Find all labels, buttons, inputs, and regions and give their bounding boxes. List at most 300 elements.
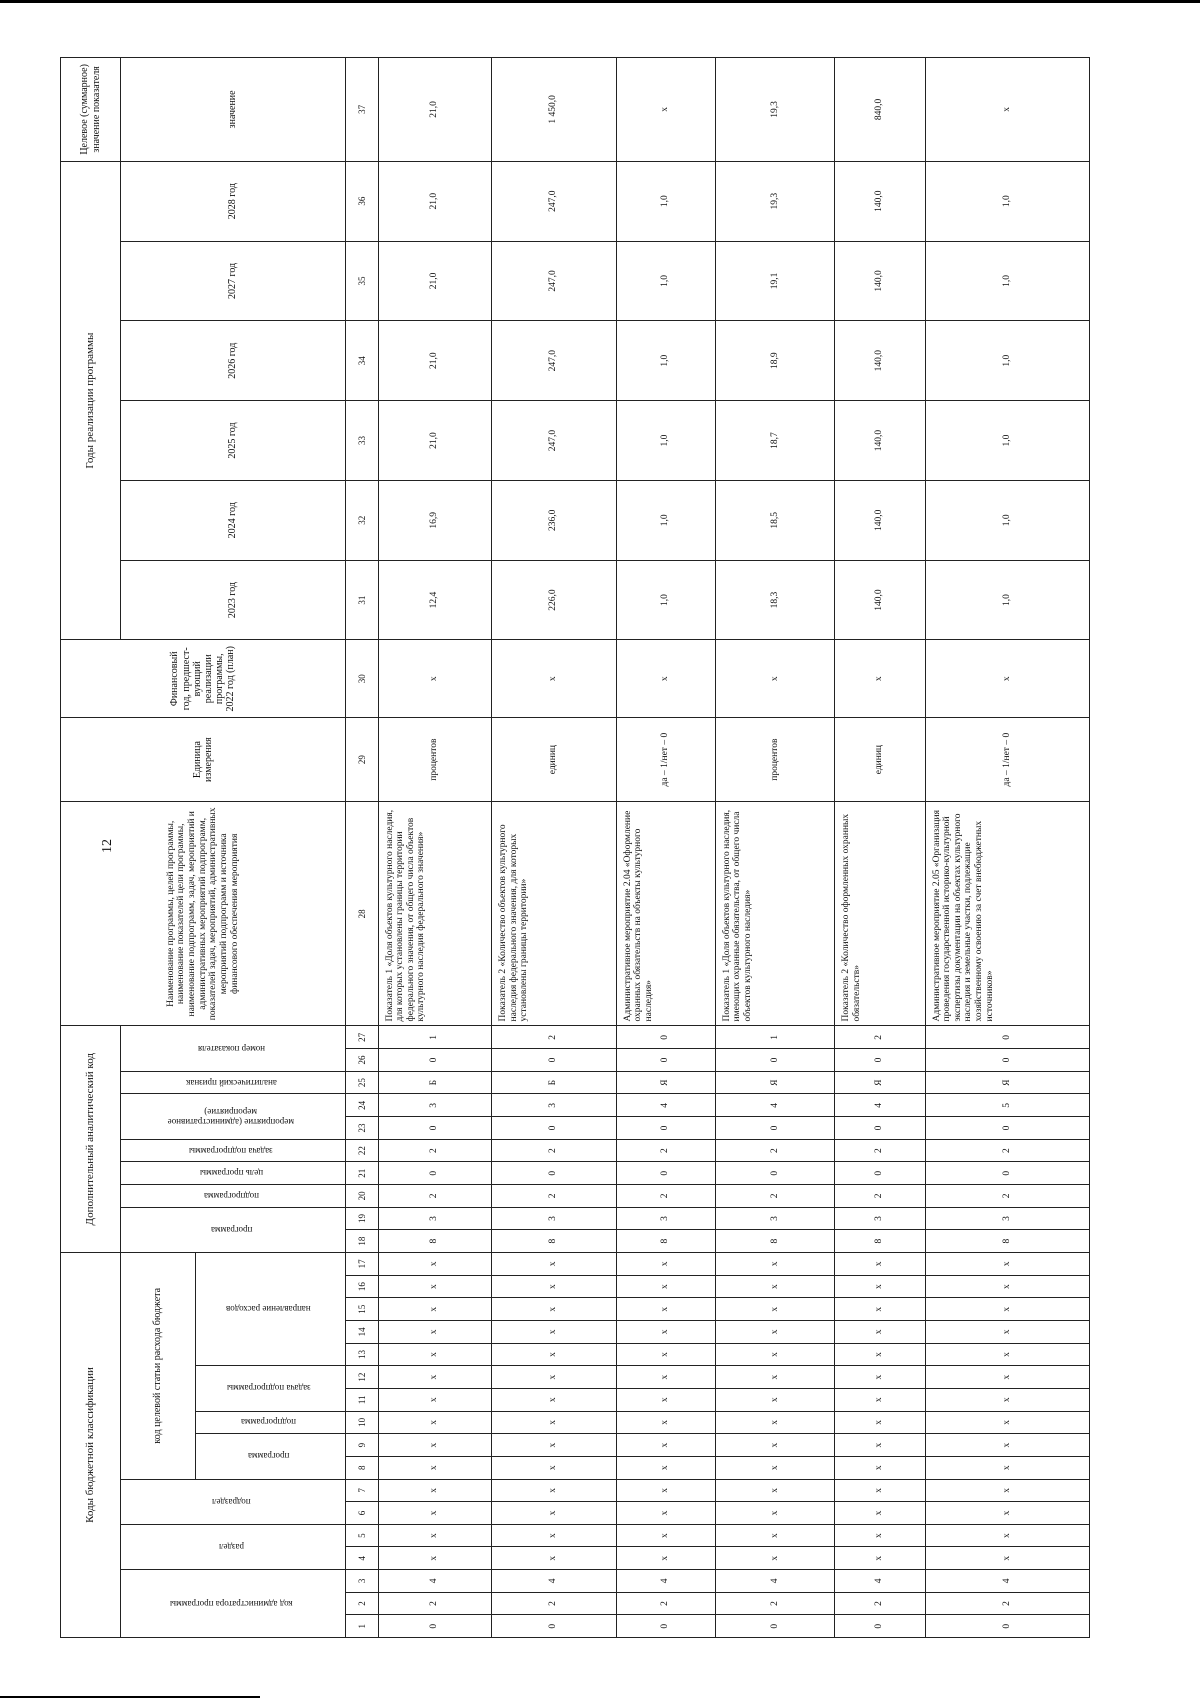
col-num: 18 (346, 1230, 379, 1253)
header-dop-task (121, 1139, 346, 1162)
code-cell: 2 (715, 1139, 834, 1162)
code-cell: х (715, 1275, 834, 1298)
code-cell: х (616, 1411, 715, 1434)
table-row (378, 58, 491, 1638)
row-year-value: 140,0 (834, 480, 925, 560)
code-cell: х (925, 1298, 1089, 1321)
code-cell: х (378, 1388, 491, 1411)
code-cell: х (925, 1275, 1089, 1298)
code-cell: 4 (715, 1094, 834, 1117)
header-years-group: Годы реализации программы (61, 161, 121, 640)
code-cell: х (715, 1252, 834, 1275)
code-cell: 0 (925, 1615, 1089, 1638)
code-cell: х (616, 1366, 715, 1389)
header-dop-sign (121, 1071, 346, 1094)
code-cell: 2 (616, 1592, 715, 1615)
col-num: 27 (346, 1026, 379, 1049)
data-rows (378, 58, 1089, 1638)
scan-bottom-border (0, 1696, 260, 1698)
code-cell: х (715, 1547, 834, 1570)
code-cell: х (378, 1502, 491, 1525)
header-csr-code: код целевой статьи расхода бюджета (121, 1252, 196, 1479)
code-cell: 4 (616, 1094, 715, 1117)
row-year-value: 21,0 (378, 401, 491, 481)
code-cell: 0 (925, 1162, 1089, 1185)
code-cell: х (491, 1502, 616, 1525)
code-cell: 4 (491, 1570, 616, 1593)
code-cell: 0 (715, 1162, 834, 1185)
code-cell: 4 (834, 1570, 925, 1593)
code-cell: х (378, 1456, 491, 1479)
header-section-label: раздел (218, 1541, 244, 1552)
row-year-value: 21,0 (378, 241, 491, 321)
code-cell: 2 (925, 1185, 1089, 1208)
row-fin-year: х (378, 640, 491, 718)
col-num: 5 (346, 1524, 379, 1547)
code-cell: 0 (925, 1049, 1089, 1072)
row-unit: да – 1/нет – 0 (616, 718, 715, 802)
code-cell: х (834, 1252, 925, 1275)
header-subprogram-task (196, 1366, 346, 1411)
table-row (491, 58, 616, 1638)
code-cell: 3 (491, 1094, 616, 1117)
code-cell: х (616, 1252, 715, 1275)
code-cell: 2 (834, 1026, 925, 1049)
code-cell: 0 (616, 1049, 715, 1072)
header-year-2025: 2025 год (121, 401, 346, 481)
row-name: Показатель 2 «Количество объектов культурного наследия федерального значения, для которых установлены границы территории» (491, 802, 616, 1026)
col-num: 9 (346, 1434, 379, 1457)
header-admin-code (121, 1570, 346, 1638)
code-cell: 4 (616, 1570, 715, 1593)
table-row (616, 58, 715, 1638)
header-dop-subprogram-label: подпрограмма (203, 1190, 259, 1201)
col-num: 35 (346, 241, 379, 321)
code-cell: 0 (378, 1049, 491, 1072)
header-dop-program-label: программа (210, 1224, 252, 1235)
code-cell: х (378, 1275, 491, 1298)
header-subsection-label: подраздел (211, 1496, 251, 1507)
header-budget-codes: Коды бюджетной классификации (61, 1252, 121, 1637)
header-year-2026: 2026 год (121, 321, 346, 401)
code-cell: 2 (715, 1185, 834, 1208)
code-cell: х (491, 1343, 616, 1366)
code-cell: х (925, 1524, 1089, 1547)
code-cell: х (715, 1321, 834, 1344)
code-cell: х (925, 1388, 1089, 1411)
row-unit: единиц (834, 718, 925, 802)
header-additional-code: Дополнительный аналитический код (61, 1026, 121, 1253)
code-cell: х (491, 1479, 616, 1502)
header-dop-event (121, 1094, 346, 1139)
code-cell: х (834, 1298, 925, 1321)
code-cell: х (715, 1456, 834, 1479)
row-unit: процентов (378, 718, 491, 802)
code-cell: х (715, 1298, 834, 1321)
code-cell: х (616, 1456, 715, 1479)
row-year-value: 140,0 (834, 161, 925, 241)
header-year-2024: 2024 год (121, 480, 346, 560)
code-cell: 0 (491, 1049, 616, 1072)
row-year-value: 1,0 (925, 161, 1089, 241)
table-row (715, 58, 834, 1638)
code-cell: х (491, 1547, 616, 1570)
row-target: х (616, 58, 715, 162)
row-year-value: 18,9 (715, 321, 834, 401)
code-cell: х (925, 1343, 1089, 1366)
code-cell: х (491, 1366, 616, 1389)
col-num: 3 (346, 1570, 379, 1593)
code-cell: х (925, 1547, 1089, 1570)
col-num: 14 (346, 1321, 379, 1344)
code-cell: 0 (834, 1615, 925, 1638)
row-unit: процентов (715, 718, 834, 802)
col-num: 15 (346, 1298, 379, 1321)
row-year-value: 1,0 (616, 241, 715, 321)
code-cell: х (834, 1479, 925, 1502)
col-num: 33 (346, 401, 379, 481)
code-cell: 4 (378, 1570, 491, 1593)
row-target: 19,3 (715, 58, 834, 162)
code-cell: Б (378, 1071, 491, 1094)
code-cell: 2 (378, 1592, 491, 1615)
header-year-2028: 2028 год (121, 161, 346, 241)
table-row (834, 58, 925, 1638)
col-num: 12 (346, 1366, 379, 1389)
code-cell: 3 (491, 1207, 616, 1230)
code-cell: 8 (616, 1230, 715, 1253)
code-cell: х (925, 1434, 1089, 1457)
code-cell: х (715, 1388, 834, 1411)
code-cell: х (491, 1411, 616, 1434)
row-unit: единиц (491, 718, 616, 802)
col-num: 19 (346, 1207, 379, 1230)
code-cell: 5 (925, 1094, 1089, 1117)
header-program (196, 1434, 346, 1479)
col-num: 29 (346, 718, 379, 802)
col-num: 8 (346, 1456, 379, 1479)
code-cell: х (925, 1252, 1089, 1275)
row-year-value: 1,0 (925, 401, 1089, 481)
row-year-value: 1,0 (925, 560, 1089, 640)
code-cell: х (616, 1524, 715, 1547)
header-program-label: программа (248, 1451, 290, 1462)
header-subprogram-task-label: задача подпрограммы (226, 1383, 311, 1394)
col-num: 21 (346, 1162, 379, 1185)
code-cell: 2 (616, 1139, 715, 1162)
col-num: 34 (346, 321, 379, 401)
row-year-value: 1,0 (925, 241, 1089, 321)
col-num: 2 (346, 1592, 379, 1615)
row-fin-year: х (925, 640, 1089, 718)
code-cell: х (715, 1502, 834, 1525)
row-year-value: 140,0 (834, 241, 925, 321)
row-year-value: 247,0 (491, 241, 616, 321)
code-cell: 8 (834, 1230, 925, 1253)
header-dop-subprogram (121, 1185, 346, 1208)
code-cell: х (378, 1434, 491, 1457)
row-name: Показатель 2 «Количество оформленных охранных обязательств» (834, 802, 925, 1026)
col-num: 23 (346, 1117, 379, 1140)
col-num: 36 (346, 161, 379, 241)
code-cell: 2 (834, 1185, 925, 1208)
header-subprogram (196, 1411, 346, 1434)
code-cell: 8 (491, 1230, 616, 1253)
scan-top-border (0, 0, 1200, 3)
row-year-value: 1,0 (925, 480, 1089, 560)
code-cell: х (378, 1524, 491, 1547)
code-cell: х (616, 1479, 715, 1502)
code-cell: х (491, 1298, 616, 1321)
col-num: 25 (346, 1071, 379, 1094)
code-cell: 0 (378, 1117, 491, 1140)
row-year-value: 18,5 (715, 480, 834, 560)
code-cell: 2 (378, 1185, 491, 1208)
col-num: 30 (346, 640, 379, 718)
code-cell: х (378, 1252, 491, 1275)
row-year-value: 140,0 (834, 401, 925, 481)
code-cell: 0 (715, 1049, 834, 1072)
code-cell: х (715, 1434, 834, 1457)
code-cell: х (715, 1479, 834, 1502)
code-cell: х (925, 1411, 1089, 1434)
code-cell: х (715, 1524, 834, 1547)
row-year-value: 1,0 (616, 401, 715, 481)
code-cell: 2 (491, 1592, 616, 1615)
header-year-2027: 2027 год (121, 241, 346, 321)
code-cell: х (834, 1275, 925, 1298)
code-cell: х (616, 1343, 715, 1366)
row-fin-year: х (616, 640, 715, 718)
code-cell: 0 (491, 1615, 616, 1638)
header-dop-task-label: задача подпрограммы (189, 1145, 273, 1156)
row-year-value: 247,0 (491, 401, 616, 481)
code-cell: 3 (616, 1207, 715, 1230)
header-dop-program (121, 1207, 346, 1252)
code-cell: х (925, 1479, 1089, 1502)
row-year-value: 21,0 (378, 161, 491, 241)
code-cell: х (834, 1366, 925, 1389)
row-name: Административное мероприятие 2.04 «Оформление охранных обязательств на объекты культурного наследия» (616, 802, 715, 1026)
code-cell: х (616, 1547, 715, 1570)
header-expense-direction-label: направление расходов (226, 1304, 311, 1315)
row-year-value: 226,0 (491, 560, 616, 640)
code-cell: х (925, 1456, 1089, 1479)
code-cell: х (616, 1388, 715, 1411)
code-cell: х (378, 1366, 491, 1389)
row-year-value: 18,3 (715, 560, 834, 640)
code-cell: х (834, 1434, 925, 1457)
code-cell: х (378, 1343, 491, 1366)
code-cell: 0 (834, 1049, 925, 1072)
code-cell: х (834, 1456, 925, 1479)
row-year-value: 140,0 (834, 321, 925, 401)
rotated-table-container (60, 57, 1200, 1629)
code-cell: 0 (378, 1162, 491, 1185)
row-year-value: 1,0 (616, 560, 715, 640)
row-year-value: 18,7 (715, 401, 834, 481)
row-year-value: 140,0 (834, 560, 925, 640)
indicators-table (60, 57, 1090, 1638)
code-cell: 0 (491, 1162, 616, 1185)
header-subprogram-label: подпрограмма (241, 1417, 297, 1428)
header-unit: Единица измерения (61, 718, 346, 802)
row-year-value: 19,1 (715, 241, 834, 321)
code-cell: х (378, 1547, 491, 1570)
code-cell: х (925, 1366, 1089, 1389)
col-num: 31 (346, 560, 379, 640)
code-cell: х (715, 1343, 834, 1366)
code-cell: х (834, 1411, 925, 1434)
header-dop-indicator-label: номер показателя (197, 1043, 265, 1054)
header-dop-indicator (121, 1026, 346, 1071)
col-num: 1 (346, 1615, 379, 1638)
col-num: 37 (346, 58, 379, 162)
code-cell: 3 (715, 1207, 834, 1230)
header-dop-goal-label: цель программы (199, 1168, 263, 1179)
code-cell: х (834, 1343, 925, 1366)
col-num: 28 (346, 802, 379, 1026)
code-cell: х (616, 1298, 715, 1321)
code-cell: 4 (715, 1570, 834, 1593)
code-cell: х (491, 1275, 616, 1298)
row-fin-year: х (834, 640, 925, 718)
row-fin-year: х (491, 640, 616, 718)
row-unit: да – 1/нет – 0 (925, 718, 1089, 802)
code-cell: х (715, 1366, 834, 1389)
row-year-value: 21,0 (378, 321, 491, 401)
code-cell: х (834, 1524, 925, 1547)
code-cell: 0 (834, 1162, 925, 1185)
row-year-value: 247,0 (491, 161, 616, 241)
code-cell: х (378, 1479, 491, 1502)
header-target-value: значение (121, 58, 346, 162)
code-cell: 3 (378, 1094, 491, 1117)
code-cell: 0 (491, 1117, 616, 1140)
code-cell: 4 (925, 1570, 1089, 1593)
code-cell: х (834, 1321, 925, 1344)
code-cell: х (616, 1321, 715, 1344)
code-cell: 2 (715, 1592, 834, 1615)
header-year-2023: 2023 год (121, 560, 346, 640)
col-num: 11 (346, 1388, 379, 1411)
col-num: 7 (346, 1479, 379, 1502)
code-cell: х (616, 1434, 715, 1457)
header-dop-sign-label: аналитический признак (185, 1077, 277, 1088)
code-cell: х (491, 1434, 616, 1457)
code-cell: х (616, 1275, 715, 1298)
row-year-value: 247,0 (491, 321, 616, 401)
code-cell: 2 (834, 1139, 925, 1162)
row-year-value: 1,0 (616, 480, 715, 560)
code-cell: х (491, 1321, 616, 1344)
code-cell: 0 (925, 1117, 1089, 1140)
code-cell: х (715, 1411, 834, 1434)
code-cell: 4 (834, 1094, 925, 1117)
header-section (121, 1524, 346, 1569)
code-cell: 2 (491, 1185, 616, 1208)
col-num: 32 (346, 480, 379, 560)
row-year-value: 1,0 (925, 321, 1089, 401)
code-cell: 2 (491, 1026, 616, 1049)
page-number: 12 (100, 839, 115, 853)
row-name: Показатель 1 «Доля объектов культурного наследия, для которых установлены границы территории федерального значения, от общего числа объектов культурного наследия федерального значения» (378, 802, 491, 1026)
code-cell: 2 (491, 1139, 616, 1162)
code-cell: 3 (834, 1207, 925, 1230)
col-num: 17 (346, 1252, 379, 1275)
code-cell: 1 (378, 1026, 491, 1049)
column-numbers-row (346, 58, 379, 1638)
header-dop-goal (121, 1162, 346, 1185)
code-cell: Я (834, 1071, 925, 1094)
row-year-value: 1,0 (616, 161, 715, 241)
code-cell: 0 (616, 1026, 715, 1049)
code-cell: х (616, 1502, 715, 1525)
code-cell: 8 (925, 1230, 1089, 1253)
code-cell: 0 (715, 1615, 834, 1638)
code-cell: 0 (616, 1162, 715, 1185)
code-cell: 2 (925, 1592, 1089, 1615)
row-fin-year: х (715, 640, 834, 718)
row-year-value: 236,0 (491, 480, 616, 560)
code-cell: 0 (925, 1026, 1089, 1049)
col-num: 22 (346, 1139, 379, 1162)
code-cell: х (378, 1411, 491, 1434)
code-cell: 3 (378, 1207, 491, 1230)
row-target: 840,0 (834, 58, 925, 162)
col-num: 16 (346, 1275, 379, 1298)
header-expense-direction (196, 1252, 346, 1365)
code-cell: 0 (715, 1117, 834, 1140)
col-num: 24 (346, 1094, 379, 1117)
row-year-value: 1,0 (616, 321, 715, 401)
row-target: 21,0 (378, 58, 491, 162)
code-cell: х (834, 1547, 925, 1570)
code-cell: 0 (616, 1117, 715, 1140)
code-cell: х (491, 1388, 616, 1411)
code-cell: 0 (378, 1615, 491, 1638)
code-cell: х (491, 1456, 616, 1479)
row-year-value: 16,9 (378, 480, 491, 560)
row-target: 1 450,0 (491, 58, 616, 162)
code-cell: Б (491, 1071, 616, 1094)
col-num: 10 (346, 1411, 379, 1434)
code-cell: х (378, 1298, 491, 1321)
code-cell: Я (925, 1071, 1089, 1094)
header-target: Целевое (суммарное) значение показателя (61, 58, 121, 162)
rotated-table-inner (60, 57, 1090, 1638)
code-cell: х (925, 1321, 1089, 1344)
code-cell: 2 (378, 1139, 491, 1162)
col-num: 20 (346, 1185, 379, 1208)
code-cell: 0 (834, 1117, 925, 1140)
code-cell: Я (715, 1071, 834, 1094)
row-year-value: 19,3 (715, 161, 834, 241)
header-subsection (121, 1479, 346, 1524)
col-num: 26 (346, 1049, 379, 1072)
code-cell: 2 (834, 1592, 925, 1615)
header-dop-event-label: мероприятие (административное мероприятие) (167, 1106, 295, 1127)
code-cell: х (491, 1252, 616, 1275)
row-name: Показатель 1 «Доля объектов культурного наследия, имеющих охранные обязательства, от общего числа объектов культурного наследия» (715, 802, 834, 1026)
code-cell: х (834, 1502, 925, 1525)
code-cell: Я (616, 1071, 715, 1094)
header-fin-year: Финансовый год, предшест-вующий реализации программы, 2022 год (план) (61, 640, 346, 718)
code-cell: 3 (925, 1207, 1089, 1230)
code-cell: 1 (715, 1026, 834, 1049)
code-cell: 8 (378, 1230, 491, 1253)
code-cell: 2 (925, 1139, 1089, 1162)
